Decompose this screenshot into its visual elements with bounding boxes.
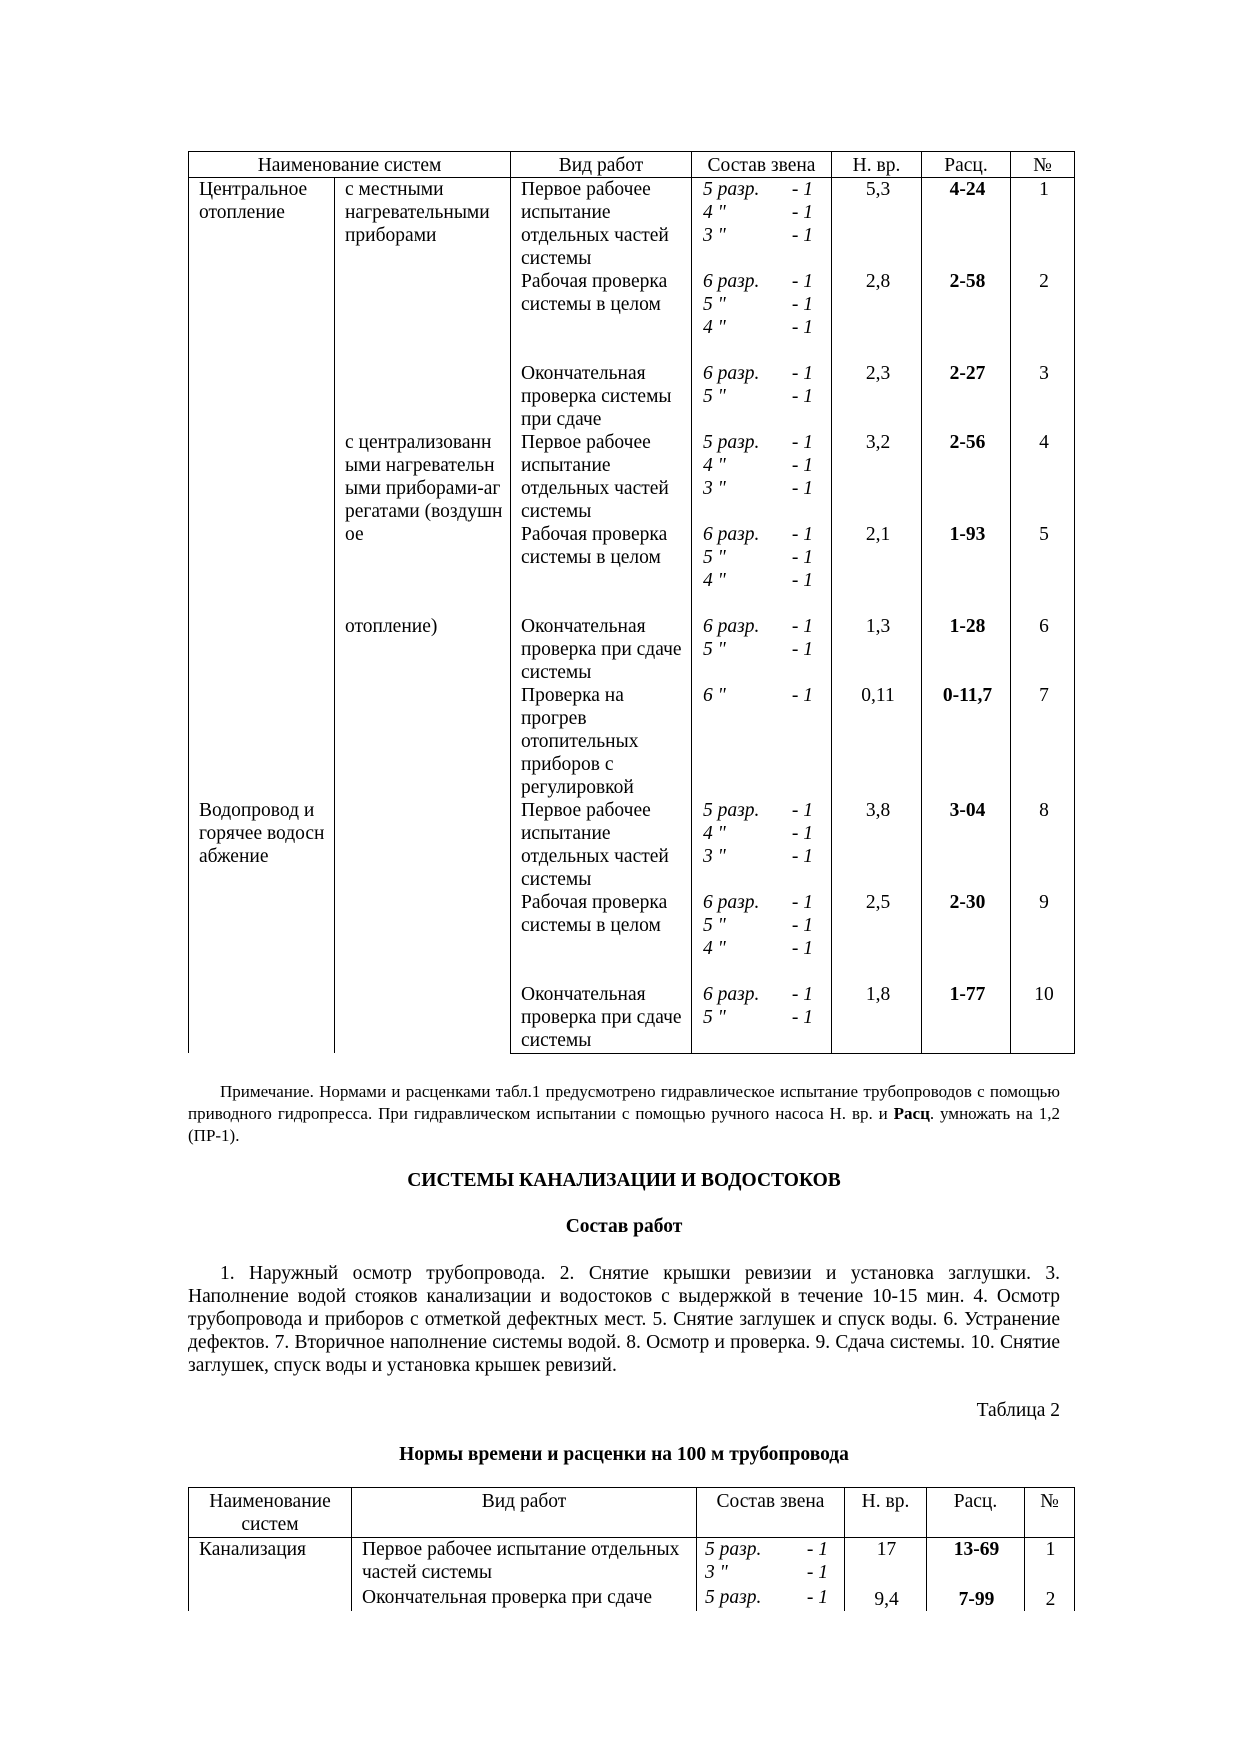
norm-time: 1,8 bbox=[832, 983, 922, 1053]
rate: 2-56 bbox=[922, 431, 1011, 523]
works-list: 1. Наружный осмотр трубопровода. 2. Снятие крышки ревизии и установка заглушки. 3. Наполнение водой стояков канализации и водостоков с выдержкой в течение 10-15 мин. 4. Осмотр трубопровода и приборов с отметкой дефектных мест. 5. Снятие заглушек и спуск воды. 6. Устранение дефектов. 7. Вторичное наполнение системы водой. 8. Осмотр и проверка. 9. Сдача системы. 10. Снятие заглушек, спуск воды и установка крышек ревизий. bbox=[188, 1263, 1060, 1376]
rate: 1-28 bbox=[922, 615, 1011, 684]
work-type: Первое рабочее испытание отдельных частей системы bbox=[511, 178, 692, 271]
crew-composition: 6 разр. - 1 5 " - 1 4 " - 1 bbox=[692, 270, 832, 362]
header-crew: Состав звена bbox=[692, 152, 832, 178]
crew-composition: 6 разр. - 1 5 " - 1 4 " - 1 bbox=[692, 523, 832, 615]
table-note bbox=[188, 1081, 1060, 1147]
section-heading: СИСТЕМЫ КАНАЛИЗАЦИИ И ВОДОСТОКОВ bbox=[407, 1170, 841, 1191]
norm-time: 17 bbox=[845, 1538, 927, 1585]
rate: 2-27 bbox=[922, 362, 1011, 431]
crew-composition: 5 разр. - 1 3 " - 1 bbox=[697, 1538, 845, 1585]
rate: 4-24 bbox=[922, 178, 1011, 271]
norm-time: 2,3 bbox=[832, 362, 922, 431]
crew-composition: 5 разр. - 1 4 " - 1 3 " - 1 bbox=[692, 431, 832, 523]
work-type: Окончательная проверка системы при сдаче bbox=[511, 362, 692, 431]
work-type: Окончательная проверка при сдаче bbox=[352, 1584, 697, 1611]
table-label: Таблица 2 bbox=[976, 1400, 1060, 1421]
header-rate: Расц. bbox=[922, 152, 1011, 178]
work-type: Рабочая проверка системы в целом bbox=[511, 270, 692, 362]
table-header-row bbox=[189, 152, 1075, 178]
subsection-heading: Состав работ bbox=[565, 1216, 683, 1237]
table-title: Нормы времени и расценки на 100 м трубопровода bbox=[399, 1444, 849, 1465]
work-type: Рабочая проверка системы в целом bbox=[511, 891, 692, 983]
rate: 1-77 bbox=[922, 983, 1011, 1053]
norm-time: 2,5 bbox=[832, 891, 922, 983]
rate: 2-58 bbox=[922, 270, 1011, 362]
crew-composition: 6 разр. - 1 5 " - 1 4 " - 1 bbox=[692, 891, 832, 983]
header-systems: Наименование систем bbox=[189, 1488, 352, 1538]
crew-composition: 5 разр. - 1 4 " - 1 3 " - 1 bbox=[692, 178, 832, 271]
row-number: 1 bbox=[1011, 178, 1075, 271]
header-crew: Состав звена bbox=[697, 1488, 845, 1538]
norms-table-1 bbox=[188, 151, 1075, 1054]
work-type: Первое рабочее испытание отдельных частей системы bbox=[511, 431, 692, 523]
subsystem-central-cont: отопление) bbox=[335, 615, 511, 1053]
row-number: 7 bbox=[1011, 684, 1075, 799]
crew-composition: 6 " - 1 bbox=[692, 684, 832, 799]
rate: 13-69 bbox=[927, 1538, 1025, 1585]
table-header-row bbox=[189, 1488, 1075, 1538]
work-type: Окончательная проверка при сдаче системы bbox=[511, 983, 692, 1053]
work-type: Проверка на прогрев отопительных приборов с регулировкой bbox=[511, 684, 692, 799]
norm-time: 3,8 bbox=[832, 799, 922, 891]
norms-table-2 bbox=[188, 1487, 1075, 1611]
norm-time: 2,1 bbox=[832, 523, 922, 615]
work-type: Окончательная проверка при сдаче системы bbox=[511, 615, 692, 684]
rate: 7-99 bbox=[927, 1584, 1025, 1611]
row-number: 9 bbox=[1011, 891, 1075, 983]
header-work-type: Вид работ bbox=[352, 1488, 697, 1538]
header-rate: Расц. bbox=[927, 1488, 1025, 1538]
header-number: № bbox=[1011, 152, 1075, 178]
crew-composition: 6 разр. - 1 5 " - 1 bbox=[692, 362, 832, 431]
crew-composition: 5 разр. - 1 bbox=[697, 1584, 845, 1611]
system-water: Водопровод и горячее водоснабжение bbox=[189, 799, 335, 1053]
rate: 1-93 bbox=[922, 523, 1011, 615]
work-type: Рабочая проверка системы в целом bbox=[511, 523, 692, 615]
row-number: 2 bbox=[1025, 1584, 1075, 1611]
subsystem-local: с местными нагревательными приборами bbox=[335, 178, 511, 432]
header-norm-time: Н. вр. bbox=[832, 152, 922, 178]
work-type: Первое рабочее испытание отдельных частей системы bbox=[511, 799, 692, 891]
row-number: 2 bbox=[1011, 270, 1075, 362]
header-number: № bbox=[1025, 1488, 1075, 1538]
row-number: 6 bbox=[1011, 615, 1075, 684]
crew-composition: 6 разр. - 1 5 " - 1 bbox=[692, 615, 832, 684]
header-norm-time: Н. вр. bbox=[845, 1488, 927, 1538]
norm-time: 5,3 bbox=[832, 178, 922, 271]
table-row bbox=[189, 799, 1075, 891]
table-row bbox=[189, 178, 1075, 271]
table-row bbox=[189, 1538, 1075, 1585]
header-systems: Наименование систем bbox=[189, 152, 511, 178]
row-number: 3 bbox=[1011, 362, 1075, 431]
note-text: Примечание. Нормами и расценками табл.1 предусмотрено гидравлическое испытание трубопроводов с помощью приводного гидропресса. При гидравлическом испытании с помощью ручного насоса Н. вр. и bbox=[188, 1082, 1060, 1123]
rate: 0-11,7 bbox=[922, 684, 1011, 799]
norm-time: 2,8 bbox=[832, 270, 922, 362]
system-sewer: Канализация bbox=[189, 1538, 352, 1612]
system-heating: Центральное отопление bbox=[189, 178, 335, 800]
crew-composition: 5 разр. - 1 4 " - 1 3 " - 1 bbox=[692, 799, 832, 891]
norm-time: 9,4 bbox=[845, 1584, 927, 1611]
row-number: 1 bbox=[1025, 1538, 1075, 1585]
norm-time: 3,2 bbox=[832, 431, 922, 523]
crew-composition: 6 разр. - 1 5 " - 1 bbox=[692, 983, 832, 1053]
row-number: 8 bbox=[1011, 799, 1075, 891]
norm-time: 1,3 bbox=[832, 615, 922, 684]
rate: 3-04 bbox=[922, 799, 1011, 891]
note-text-end: . умножать на 1,2 (ПР-1). bbox=[188, 1104, 1060, 1145]
work-type: Первое рабочее испытание отдельных частей системы bbox=[352, 1538, 697, 1585]
row-number: 10 bbox=[1011, 983, 1075, 1053]
note-bold: Расц bbox=[893, 1104, 930, 1123]
norm-time: 0,11 bbox=[832, 684, 922, 799]
rate: 2-30 bbox=[922, 891, 1011, 983]
row-number: 4 bbox=[1011, 431, 1075, 523]
header-work-type: Вид работ bbox=[511, 152, 692, 178]
row-number: 5 bbox=[1011, 523, 1075, 615]
subsystem-central: с централизованными нагревательными приборами-агрегатами (воздушное bbox=[335, 431, 511, 615]
